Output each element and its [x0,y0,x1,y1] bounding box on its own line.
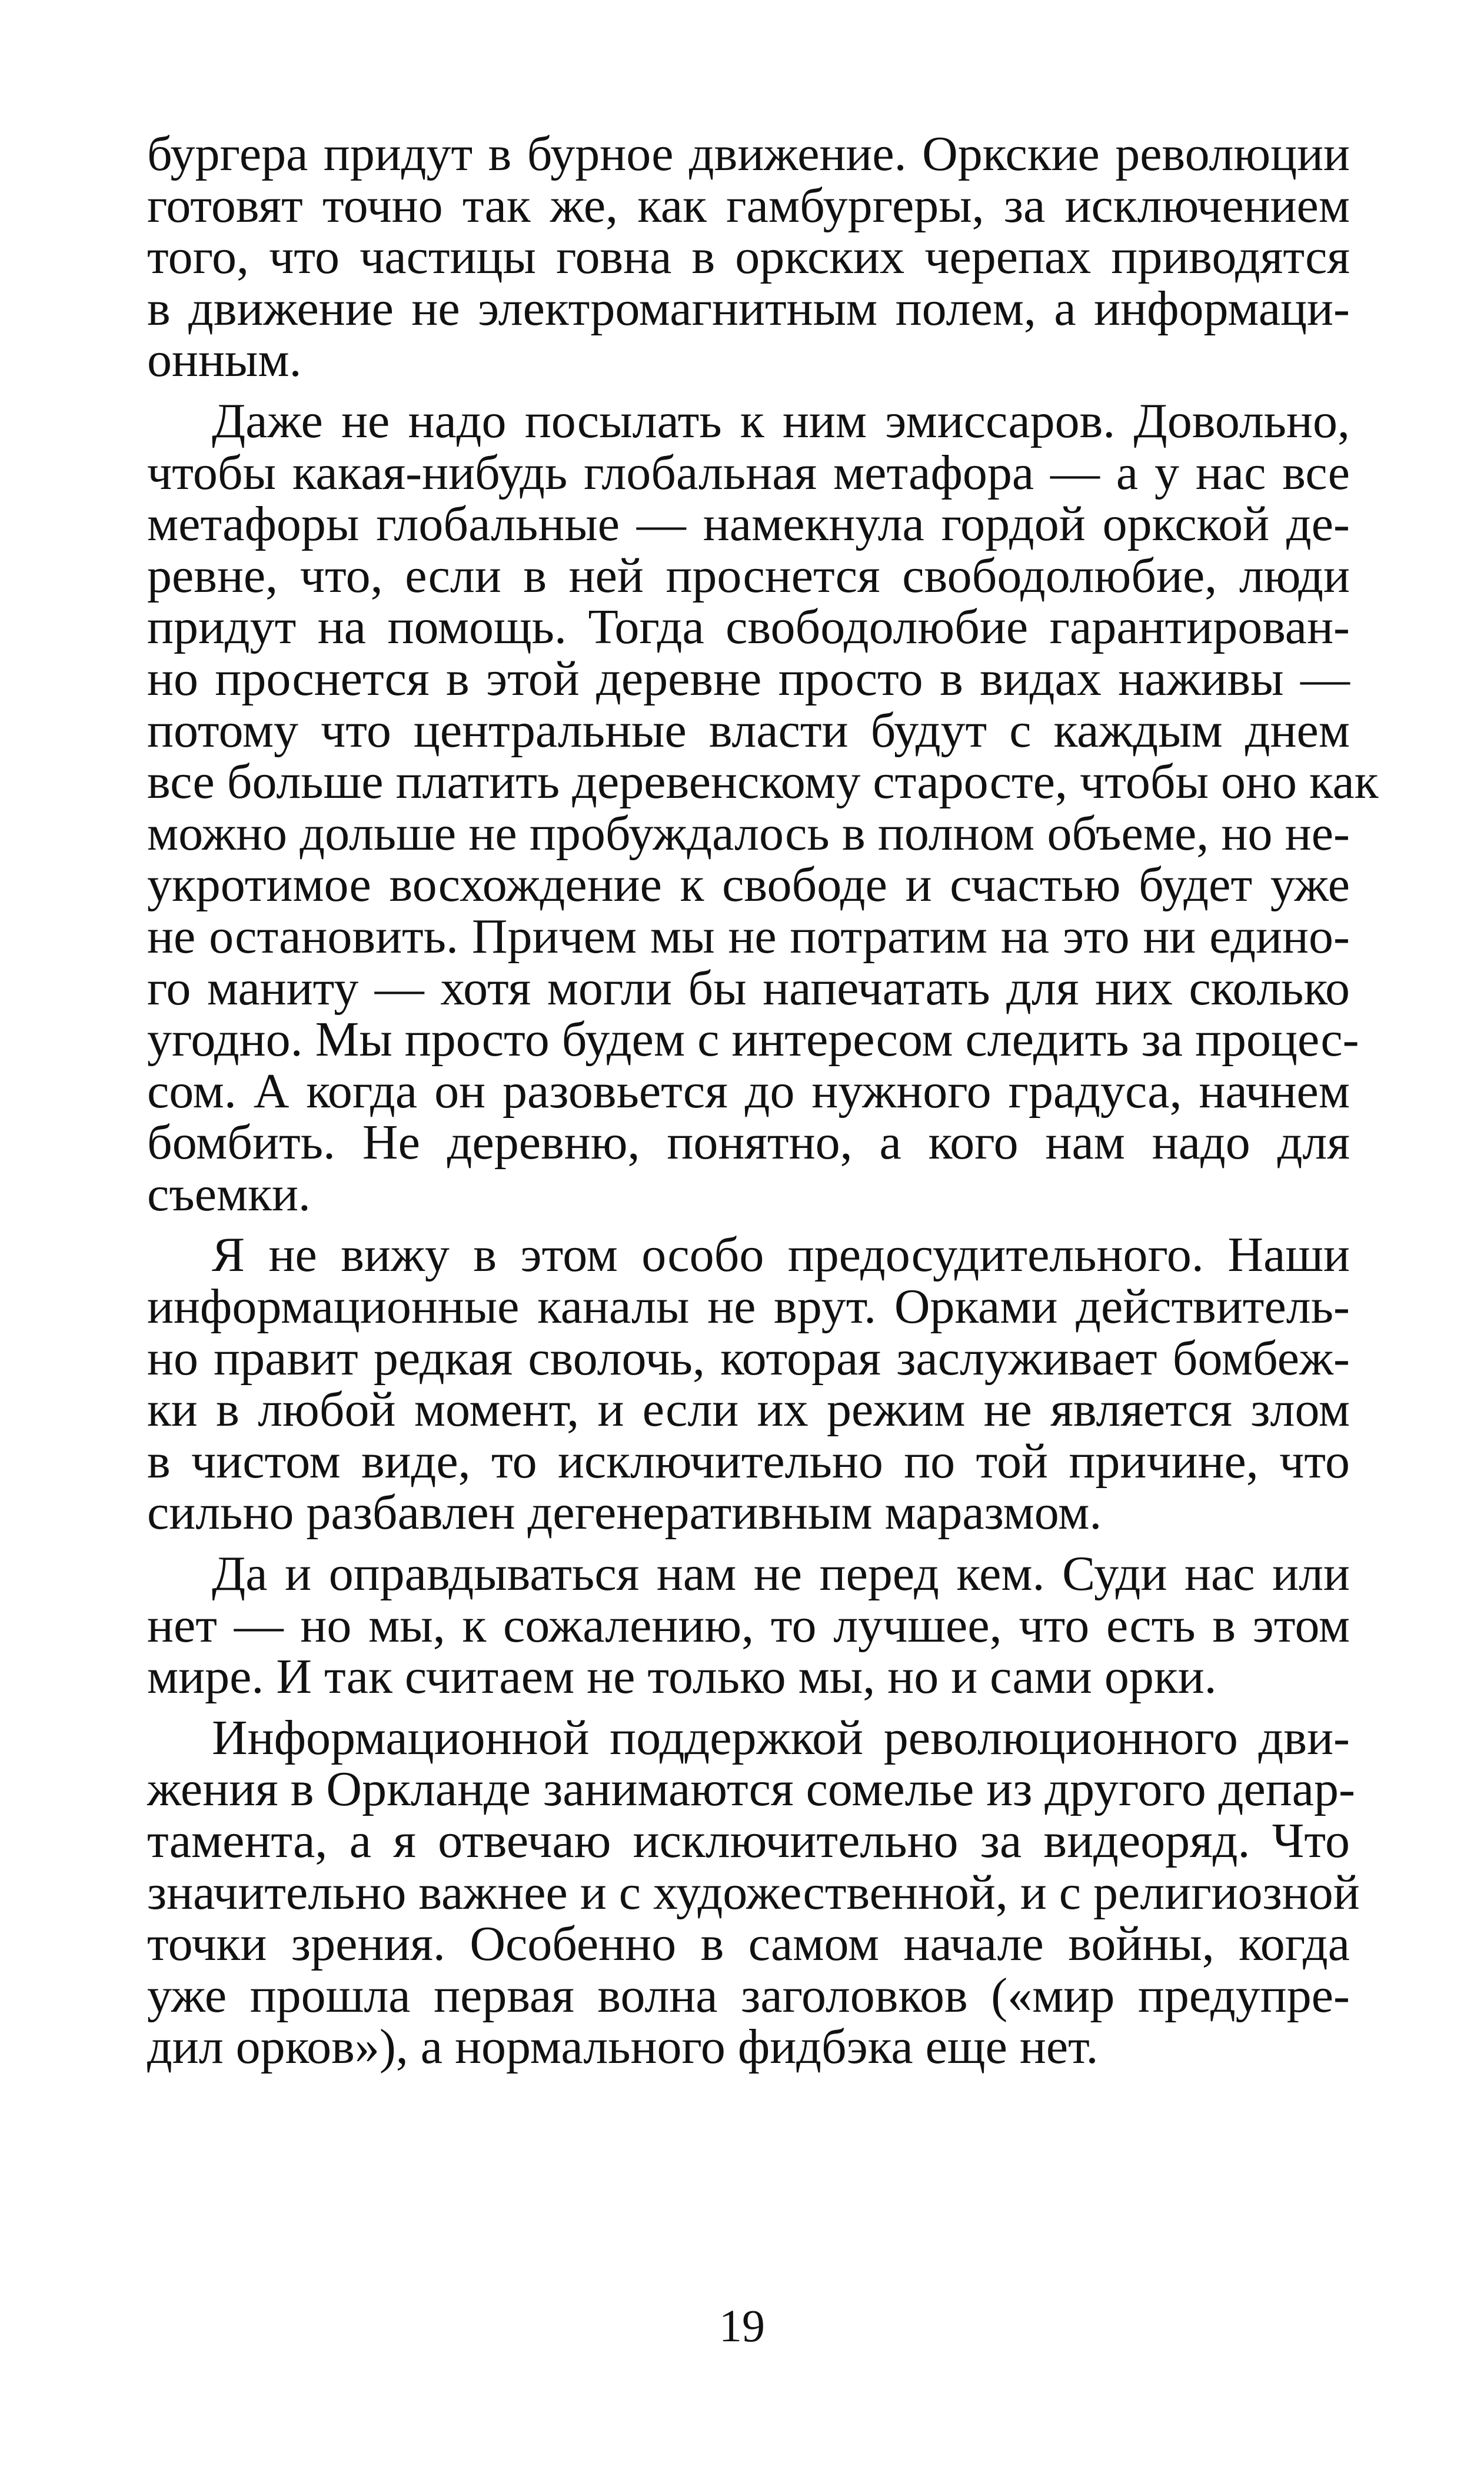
text-line: потому что центральные власти будут с каждым днем [147,703,1350,758]
text-line: ревне, что, если в ней проснется свободолюбие, люди [147,548,1350,603]
text-line: метафоры глобальные — намекнула гордой оркской де- [147,497,1350,552]
text-line: сильно разбавлен дегенеративным маразмом. [147,1485,1102,1540]
text-line: чтобы какая-нибудь глобальная метафора — а у нас все [147,445,1350,500]
text-line: Да и оправдываться нам не перед кем. Суди нас или [212,1546,1350,1602]
text-line: не остановить. Причем мы не потратим на это ни едино- [147,908,1350,964]
text-line: мире. И так считаем не только мы, но и сами орки. [147,1649,1217,1705]
text-line: Я не вижу в этом особо предосудительного. Наши [212,1227,1350,1283]
paragraph [147,1548,1350,1703]
paragraph [147,393,1379,1222]
text-line: в движение не электромагнитным полем, а информаци- [147,281,1350,336]
page-number: 19 [719,2300,765,2351]
text-line: точки зрения. Особенно в самом начале войны, когда [147,1916,1350,1972]
text-line: нет — но мы, к сожалению, то лучшее, что есть в этом [147,1598,1350,1653]
text-line: тамента, а я отвечаю исключительно за видеоряд. Что [147,1813,1350,1868]
text-line: информационные каналы не врут. Орками действитель- [147,1279,1350,1334]
text-line: дил орков»), а нормального фидбэка еще нет. [147,2019,1099,2075]
text-line: можно дольше не пробуждалось в полном объеме, но не- [147,806,1350,861]
text-line: ки в любой момент, и если их режим не является злом [147,1382,1350,1437]
text-line: сом. А когда он разовьется до нужного градуса, начнем [147,1063,1350,1119]
text-line: придут на помощь. Тогда свободолюбие гарантирован- [147,600,1350,655]
paragraph [147,128,1350,386]
text-line: но проснется в этой деревне просто в видах наживы — [147,651,1350,706]
text-line: Даже не надо посылать к ним эмиссаров. Довольно, [212,393,1350,448]
paragraph [147,1229,1350,1539]
text-line: готовят точно так же, как гамбургеры, за исключением [147,178,1350,233]
text-line: Информационной поддержкой революционного дви- [212,1710,1350,1765]
text-line: бомбить. Не деревню, понятно, а кого нам надо для [147,1115,1350,1170]
text-line: значительно важнее и с художественной, и с религиозной [147,1865,1360,1920]
text-line: жения в Оркланде занимаются сомелье из другого депар- [147,1762,1355,1817]
page-body [147,127,1379,2075]
text-line: того, что частицы говна в оркских черепах приводятся [147,229,1350,285]
paragraph [147,1710,1360,2075]
text-line: бургера придут в бурное движение. Оркские революции [147,127,1350,181]
text-line: онным. [147,332,302,388]
text-line: в чистом виде, то исключительно по той причине, что [147,1433,1350,1489]
text-line: го маниту — хотя могли бы напечатать для них сколько [147,960,1350,1016]
text-line: все больше платить деревенскому старосте, чтобы оно как [147,754,1379,810]
text-line: угодно. Мы просто будем с интересом следить за процес- [147,1012,1359,1067]
text-line: но правит редкая сволочь, которая заслуживает бомбеж- [147,1330,1350,1386]
text-line: съемки. [147,1166,311,1222]
text-line: уже прошла первая волна заголовков («мир предупре- [147,1968,1350,2023]
text-line: укротимое восхождение к свободе и счастью будет уже [147,857,1350,913]
